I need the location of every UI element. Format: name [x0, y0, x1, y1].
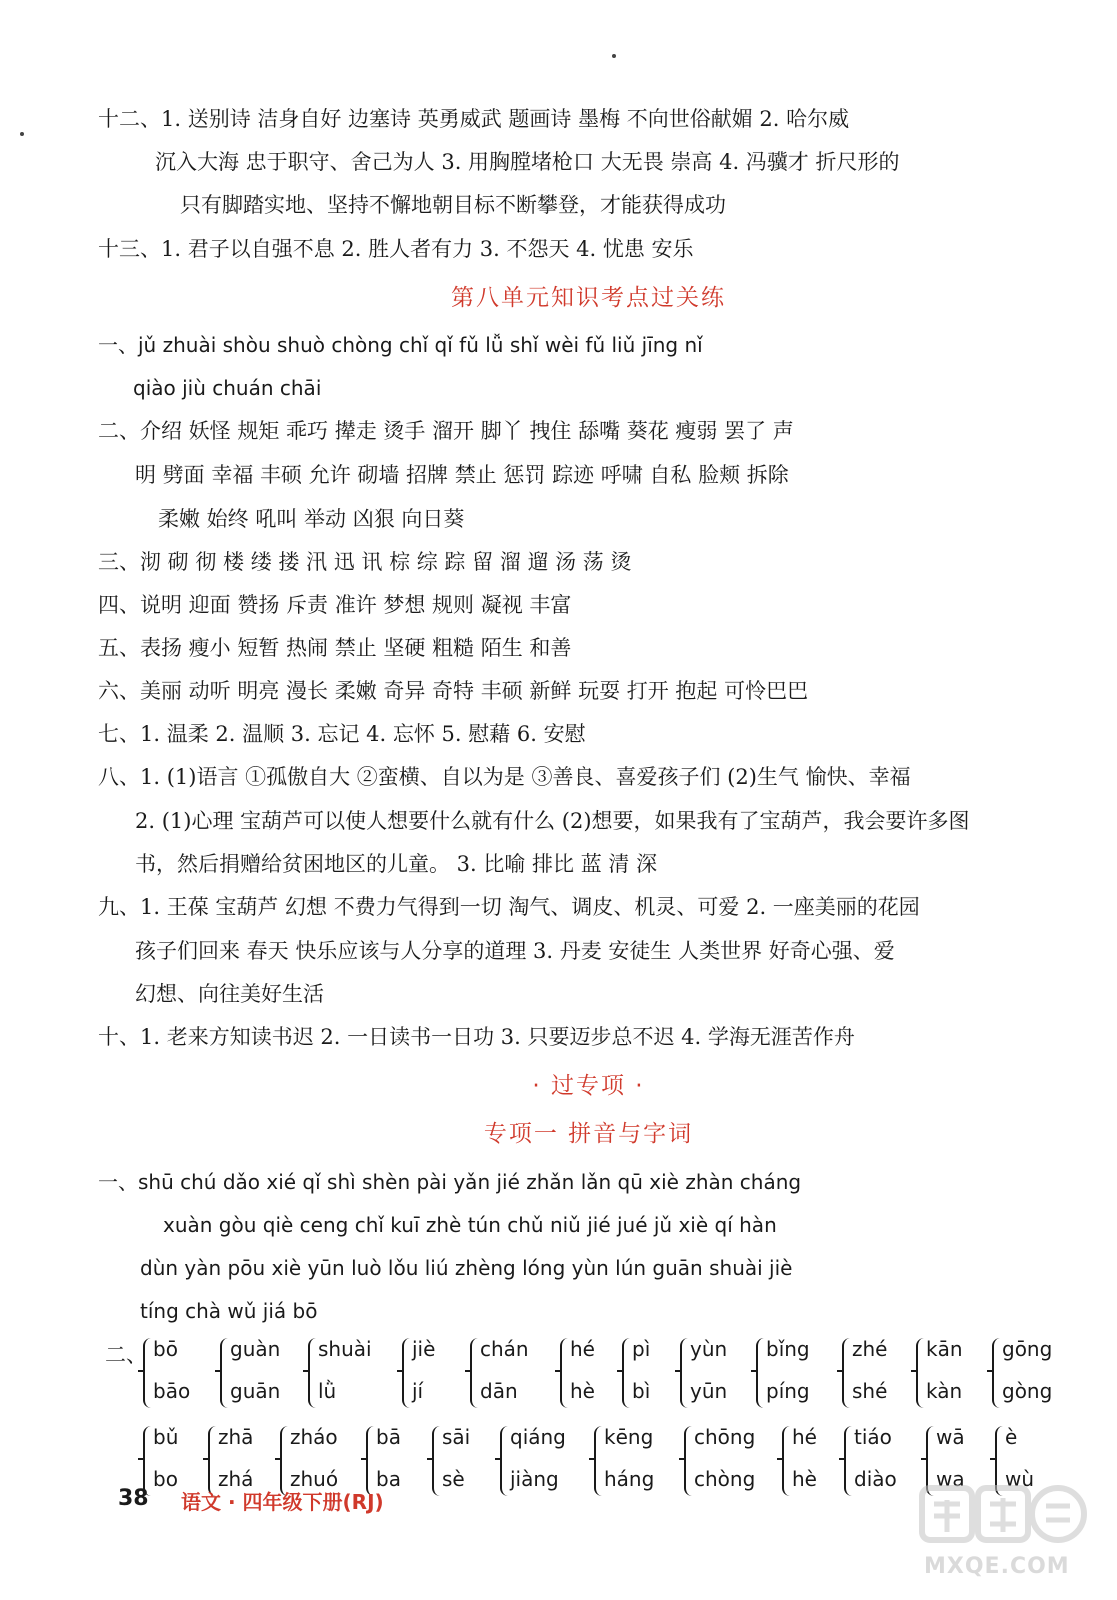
- answer-line: 书，然后捐赠给贫困地区的儿童。 3. 比喻 排比 蓝 清 深: [135, 852, 658, 876]
- pinyin-bottom: bāo: [153, 1379, 191, 1403]
- answer-line: 二、介绍 妖怪 规矩 乖巧 撵走 烫手 溜开 脚丫 拽住 舔嘴 葵花 瘦弱 罢了 声: [98, 419, 794, 443]
- answer-line: 沉入大海 忠于职守、舍己为人 3. 用胸膛堵枪口 大无畏 崇高 4. 冯骥才 折尺形的: [155, 150, 900, 174]
- pinyin-bottom: guān: [230, 1379, 281, 1403]
- pinyin-top: sāi: [442, 1425, 471, 1449]
- brace-icon: [143, 1338, 153, 1408]
- answer-line: 柔嫩 始终 吼叫 举动 凶狠 向日葵: [158, 507, 465, 531]
- brace-icon: [308, 1338, 318, 1408]
- pinyin-top: jiè: [412, 1337, 436, 1361]
- pinyin-bottom: yūn: [690, 1379, 728, 1403]
- unit8-heading: 第八单元知识考点过关练: [451, 285, 726, 311]
- pinyin-pair: [756, 1336, 836, 1412]
- answer-line: dùn yàn pōu xiè yūn luò lǒu liú zhèng lóng yùn lún guān shuài jiè: [140, 1256, 793, 1280]
- book-subtitle: 语文 · 四年级下册(RJ): [181, 1490, 384, 1514]
- pinyin-bottom: bì: [632, 1379, 651, 1403]
- pinyin-bottom: diào: [854, 1467, 897, 1491]
- pinyin-top: shuài: [318, 1337, 372, 1361]
- brace-icon: [680, 1338, 690, 1408]
- answer-line: 五、表扬 瘦小 短暂 热闹 禁止 坚硬 粗糙 陌生 和善: [98, 636, 572, 660]
- brace-icon: [470, 1338, 480, 1408]
- pinyin-bottom: jiàng: [510, 1467, 559, 1491]
- pinyin-top: yùn: [690, 1337, 728, 1361]
- pinyin-top: qiáng: [510, 1425, 566, 1449]
- pinyin-pair: [594, 1424, 674, 1500]
- pinyin-pair: [916, 1336, 996, 1412]
- pinyin-pair: [500, 1424, 580, 1500]
- pinyin-top: tiáo: [854, 1425, 892, 1449]
- pinyin-top: zháo: [290, 1425, 338, 1449]
- special-heading: · 过专项 ·: [532, 1073, 645, 1099]
- pinyin-top: wā: [936, 1425, 965, 1449]
- pinyin-bottom: shé: [852, 1379, 888, 1403]
- pinyin-top: pì: [632, 1337, 651, 1361]
- page-number: 38: [118, 1486, 149, 1511]
- pinyin-bottom: ba: [376, 1467, 401, 1491]
- pinyin-pair: [842, 1336, 922, 1412]
- watermark-text: MXQE.COM: [924, 1554, 1070, 1579]
- brace-icon: [402, 1338, 412, 1408]
- pinyin-pair: [143, 1336, 223, 1412]
- answer-line: 九、1. 王葆 宝葫芦 幻想 不费力气得到一切 淘气、调皮、机灵、可爱 2. 一座美丽的花园: [98, 895, 920, 919]
- answer-line: 幻想、向往美好生活: [135, 982, 324, 1006]
- pinyin-top: chán: [480, 1337, 529, 1361]
- answer-line: 八、1. (1)语言 ①孤傲自大 ②蛮横、自以为是 ③善良、喜爱孩子们 (2)生气 愉快、幸福: [98, 765, 911, 789]
- pinyin-bottom: kàn: [926, 1379, 963, 1403]
- pinyin-bottom: háng: [604, 1467, 655, 1491]
- pinyin-bottom: zhuó: [290, 1467, 339, 1491]
- answer-line: qiào jiù chuán chāi: [133, 376, 322, 400]
- brace-icon: [842, 1338, 852, 1408]
- section-number: 二、: [105, 1343, 147, 1367]
- pinyin-top: hé: [792, 1425, 817, 1449]
- pinyin-bottom: hè: [570, 1379, 595, 1403]
- answer-line: 2. (1)心理 宝葫芦可以使人想要什么就有什么 (2)想要，如果我有了宝葫芦，我会要许多图: [135, 809, 970, 833]
- brace-icon: [432, 1426, 442, 1496]
- pinyin-bottom: wa: [936, 1467, 965, 1491]
- answer-line: 六、美丽 动听 明亮 漫长 柔嫩 奇异 奇特 丰硕 新鲜 玩耍 打开 抱起 可怜巴巴: [98, 679, 809, 703]
- print-dot: [20, 132, 24, 136]
- pinyin-bottom: wù: [1005, 1467, 1035, 1491]
- pinyin-bottom: sè: [442, 1467, 465, 1491]
- pinyin-bottom: bo: [153, 1467, 178, 1491]
- answer-line: 四、说明 迎面 赞扬 斥责 准许 梦想 规则 凝视 丰富: [98, 593, 572, 617]
- brace-icon: [684, 1426, 694, 1496]
- watermark: [918, 1480, 1088, 1588]
- brace-icon: [916, 1338, 926, 1408]
- answer-line: 十三、1. 君子以自强不息 2. 胜人者有力 3. 不怨天 4. 忧患 安乐: [98, 237, 694, 261]
- pinyin-pair: [680, 1336, 760, 1412]
- pinyin-top: bǔ: [153, 1425, 179, 1449]
- topic1-heading: 专项一 拼音与字词: [483, 1121, 694, 1147]
- pinyin-pair: [220, 1336, 300, 1412]
- brace-icon: [756, 1338, 766, 1408]
- answer-line: 一、jǔ zhuài shòu shuò chòng chǐ qǐ fǔ lǚ shǐ wèi fǔ liǔ jīng nǐ: [98, 333, 703, 357]
- pinyin-pair: [684, 1424, 764, 1500]
- pinyin-top: guàn: [230, 1337, 281, 1361]
- print-dot: [612, 54, 616, 58]
- brace-icon: [220, 1338, 230, 1408]
- pinyin-bottom: píng: [766, 1379, 810, 1403]
- answer-line: 三、沏 砌 彻 楼 缕 搂 汛 迅 讯 棕 综 踪 留 溜 遛 汤 荡 烫: [98, 550, 632, 574]
- watermark-logo-icon: [918, 1480, 1088, 1550]
- answer-line: 孩子们回来 春天 快乐应该与人分享的道理 3. 丹麦 安徒生 人类世界 好奇心强、爱: [135, 939, 895, 963]
- pinyin-top: kēng: [604, 1425, 654, 1449]
- pinyin-top: zhā: [218, 1425, 254, 1449]
- pinyin-bottom: jí: [412, 1379, 424, 1403]
- brace-icon: [844, 1426, 854, 1496]
- pinyin-top: gōng: [1002, 1337, 1053, 1361]
- pinyin-top: chōng: [694, 1425, 756, 1449]
- brace-icon: [500, 1426, 510, 1496]
- pinyin-bottom: chòng: [694, 1467, 756, 1491]
- answer-line: 明 劈面 幸福 丰硕 允许 砌墙 招牌 禁止 惩罚 踪迹 呼啸 自私 脸颊 拆除: [135, 463, 789, 487]
- pinyin-bottom: lǜ: [318, 1379, 337, 1403]
- pinyin-top: bō: [153, 1337, 178, 1361]
- pinyin-top: kān: [926, 1337, 963, 1361]
- answer-line: tíng chà wǔ jiá bō: [140, 1299, 318, 1323]
- answer-line: 七、1. 温柔 2. 温顺 3. 忘记 4. 忘怀 5. 慰藉 6. 安慰: [98, 722, 586, 746]
- brace-icon: [782, 1426, 792, 1496]
- answer-line: 十、1. 老来方知读书迟 2. 一日读书一日功 3. 只要迈步总不迟 4. 学海无涯苦作舟: [98, 1025, 855, 1049]
- pinyin-top: bā: [376, 1425, 401, 1449]
- brace-icon: [560, 1338, 570, 1408]
- answer-line: 只有脚踏实地、坚持不懈地朝目标不断攀登，才能获得成功: [180, 193, 726, 217]
- pinyin-top: hé: [570, 1337, 595, 1361]
- answer-line: 十二、1. 送别诗 洁身自好 边塞诗 英勇威武 题画诗 墨梅 不向世俗献媚 2. 哈尔威: [98, 107, 850, 131]
- pinyin-bottom: zhá: [218, 1467, 254, 1491]
- pinyin-pair: [992, 1336, 1072, 1412]
- pinyin-pair: [470, 1336, 550, 1412]
- pinyin-bottom: hè: [792, 1467, 817, 1491]
- brace-icon: [992, 1338, 1002, 1408]
- pinyin-top: zhé: [852, 1337, 888, 1361]
- brace-icon: [594, 1426, 604, 1496]
- answer-line: 一、shū chú dǎo xié qǐ shì shèn pài yǎn jié zhǎn lǎn qū xiè zhàn cháng: [98, 1170, 802, 1194]
- pinyin-pair: [308, 1336, 388, 1412]
- pinyin-bottom: gòng: [1002, 1379, 1053, 1403]
- pinyin-top: è: [1005, 1425, 1018, 1449]
- brace-icon: [622, 1338, 632, 1408]
- answer-line: xuàn gòu qiè ceng chǐ kuī zhè tún chǔ niǔ jié jué jǔ xiè qí hàn: [163, 1213, 777, 1237]
- pinyin-bottom: dān: [480, 1379, 518, 1403]
- pinyin-top: bǐng: [766, 1337, 810, 1361]
- pinyin-pair: [844, 1424, 924, 1500]
